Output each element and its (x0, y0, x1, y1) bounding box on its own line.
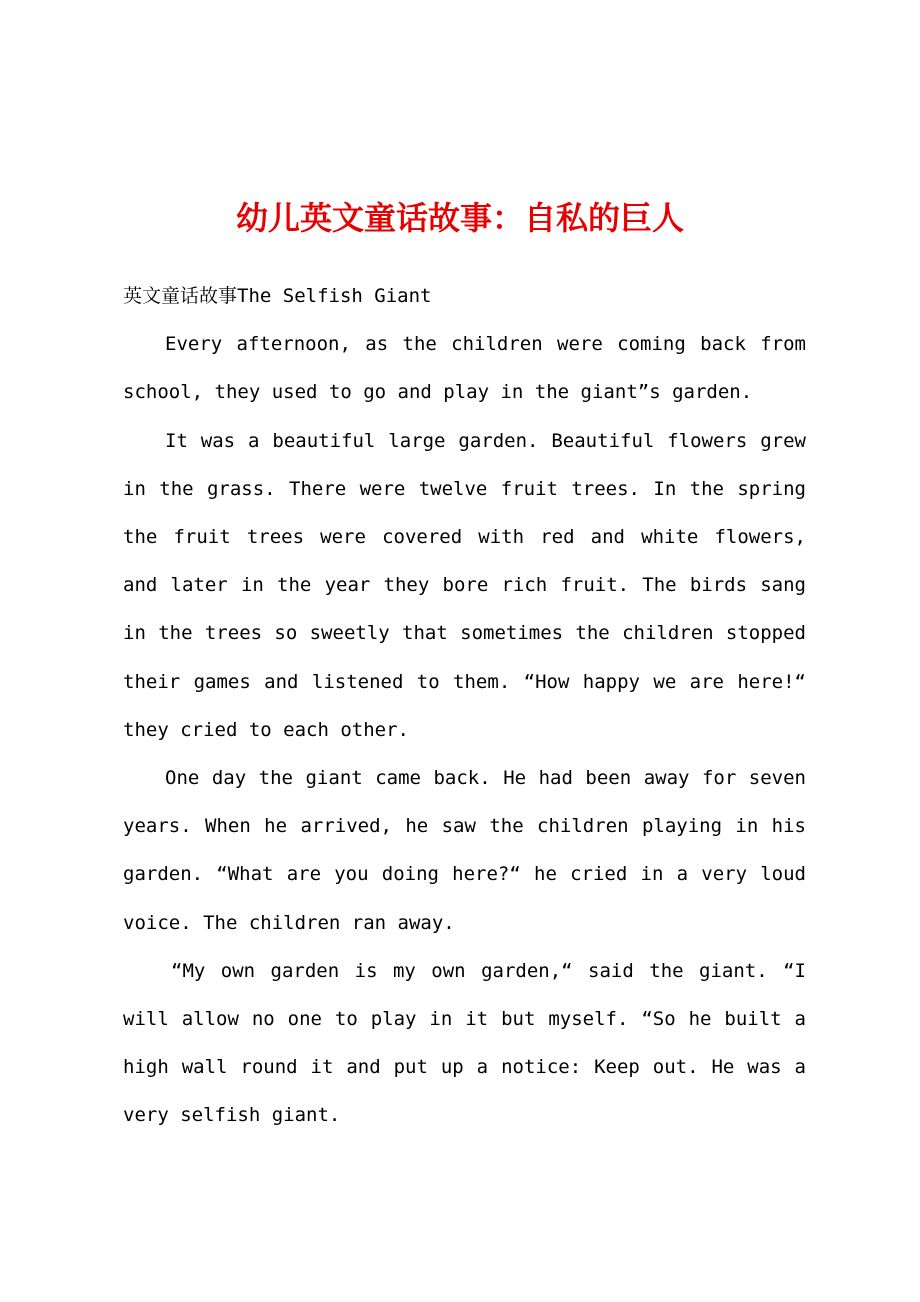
paragraph-4: “My own garden is my own garden,“ said the giant. “I will allow no one to play in it but myself. “So he built a high wall round it and put up a notice: Keep out. He was a very selfish giant. (123, 959, 806, 1127)
story-subtitle: 英文童话故事The Selfish Giant (123, 285, 432, 307)
paragraph-3: One day the giant came back. He had been away for seven years. When he arrived, he saw the children playing in his garden. “What are you doing here?“ he cried in a very loud voice. The children ran away. (123, 767, 806, 934)
paragraph-2: It was a beautiful large garden. Beautiful flowers grew in the grass. There were twelve fruit trees. In the spring the fruit trees were covered with red and white flowers, and later in the year they bore rich fruit. The birds sang in the trees so sweetly that sometimes the children stopped their games and listened to them. “How happy we are here!“ they cried to each other. (123, 429, 806, 741)
document-title: 幼儿英文童话故事：自私的巨人 (235, 199, 684, 237)
document-body (123, 272, 806, 1140)
paragraph-1: Every afternoon, as the children were coming back from school, they used to go and play in the giant”s garden. (123, 333, 806, 404)
